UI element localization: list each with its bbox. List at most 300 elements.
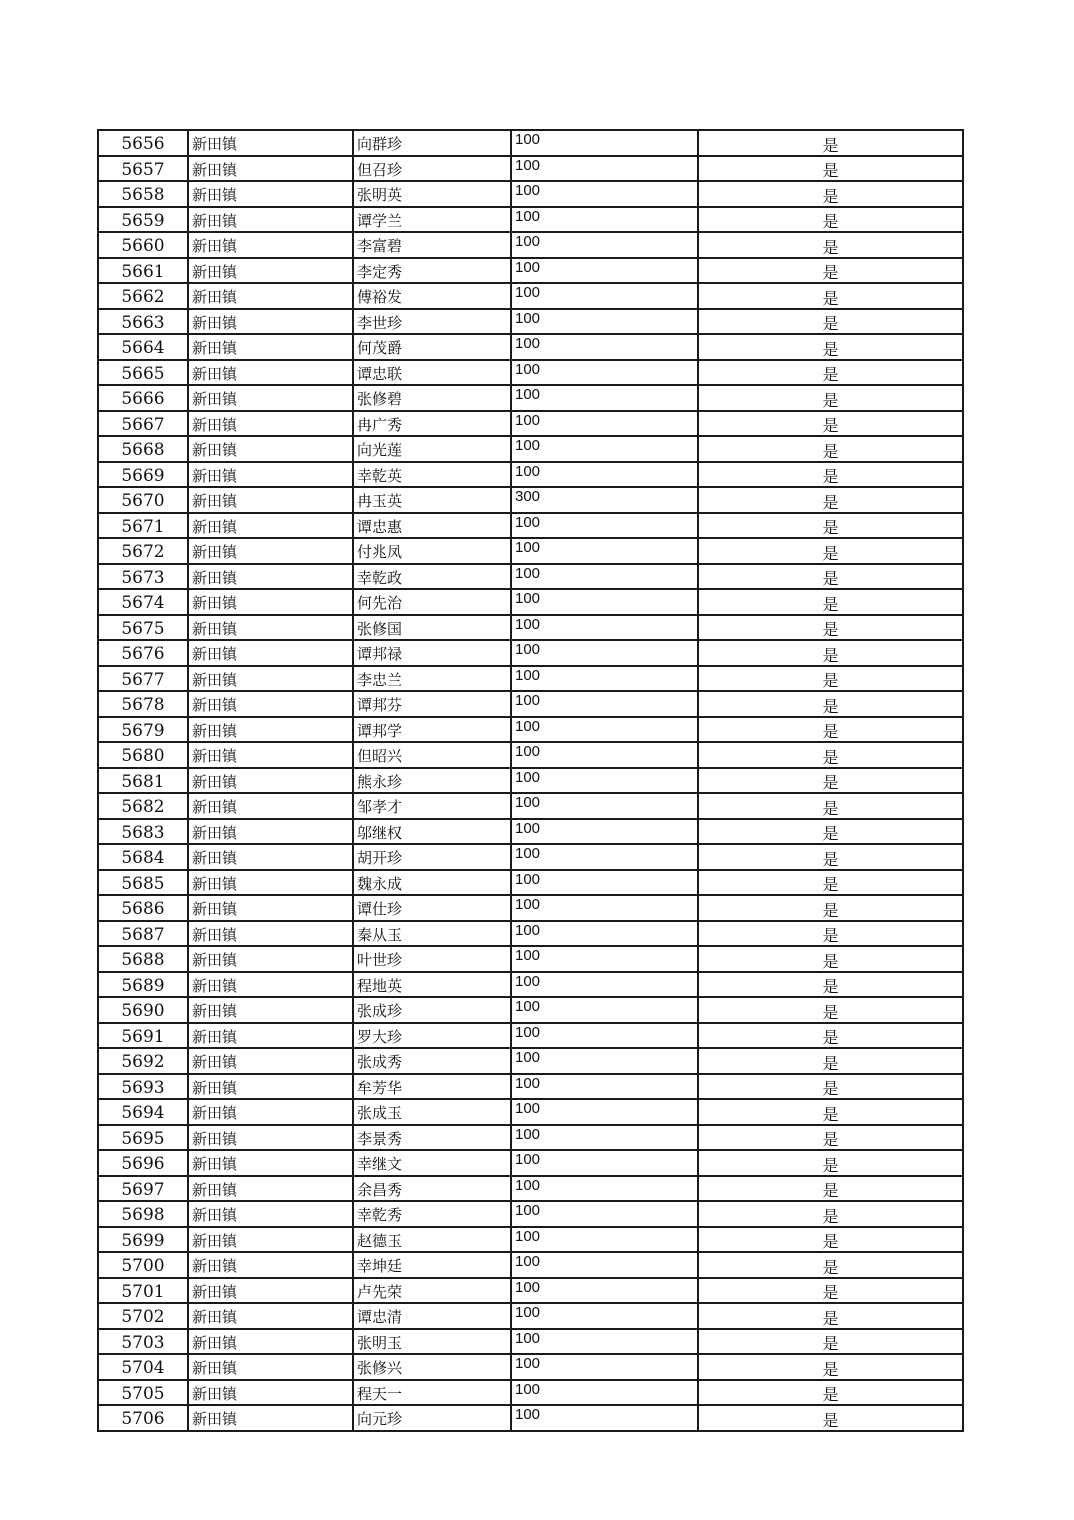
cell-serial-number: 5700 <box>98 1252 188 1278</box>
cell-name: 冉玉英 <box>353 487 511 513</box>
cell-amount: 100 <box>511 334 698 360</box>
cell-serial-number: 5703 <box>98 1329 188 1355</box>
cell-name: 罗大珍 <box>353 1023 511 1049</box>
cell-name: 叶世珍 <box>353 946 511 972</box>
table-row <box>98 258 963 284</box>
cell-amount: 100 <box>511 360 698 386</box>
table-row <box>98 921 963 947</box>
cell-amount: 100 <box>511 309 698 335</box>
cell-town: 新田镇 <box>188 589 353 615</box>
cell-town: 新田镇 <box>188 1125 353 1151</box>
table-row <box>98 1303 963 1329</box>
cell-name: 李富碧 <box>353 232 511 258</box>
cell-town: 新田镇 <box>188 691 353 717</box>
cell-flag: 是 <box>698 1227 963 1253</box>
cell-town: 新田镇 <box>188 1099 353 1125</box>
cell-serial-number: 5684 <box>98 844 188 870</box>
cell-town: 新田镇 <box>188 564 353 590</box>
cell-flag: 是 <box>698 130 963 156</box>
cell-town: 新田镇 <box>188 666 353 692</box>
cell-flag: 是 <box>698 334 963 360</box>
table-row <box>98 1405 963 1431</box>
cell-amount: 100 <box>511 538 698 564</box>
table-row <box>98 513 963 539</box>
cell-flag: 是 <box>698 1405 963 1431</box>
cell-town: 新田镇 <box>188 640 353 666</box>
cell-town: 新田镇 <box>188 207 353 233</box>
cell-name: 幸乾英 <box>353 462 511 488</box>
cell-flag: 是 <box>698 1278 963 1304</box>
cell-amount: 100 <box>511 462 698 488</box>
cell-town: 新田镇 <box>188 360 353 386</box>
cell-name: 赵德玉 <box>353 1227 511 1253</box>
cell-name: 但昭兴 <box>353 742 511 768</box>
cell-town: 新田镇 <box>188 1303 353 1329</box>
cell-amount: 100 <box>511 564 698 590</box>
cell-amount: 100 <box>511 1303 698 1329</box>
cell-serial-number: 5701 <box>98 1278 188 1304</box>
cell-serial-number: 5683 <box>98 819 188 845</box>
cell-town: 新田镇 <box>188 283 353 309</box>
cell-flag: 是 <box>698 742 963 768</box>
cell-flag: 是 <box>698 1201 963 1227</box>
cell-name: 李景秀 <box>353 1125 511 1151</box>
cell-serial-number: 5673 <box>98 564 188 590</box>
table-row <box>98 1074 963 1100</box>
cell-name: 幸乾秀 <box>353 1201 511 1227</box>
cell-flag: 是 <box>698 844 963 870</box>
cell-flag: 是 <box>698 946 963 972</box>
table-row <box>98 385 963 411</box>
cell-name: 幸坤廷 <box>353 1252 511 1278</box>
table-row <box>98 334 963 360</box>
cell-amount: 100 <box>511 793 698 819</box>
cell-town: 新田镇 <box>188 487 353 513</box>
cell-serial-number: 5661 <box>98 258 188 284</box>
table-row <box>98 130 963 156</box>
cell-name: 张修碧 <box>353 385 511 411</box>
cell-serial-number: 5688 <box>98 946 188 972</box>
table-row <box>98 870 963 896</box>
table-row <box>98 589 963 615</box>
cell-town: 新田镇 <box>188 1023 353 1049</box>
cell-town: 新田镇 <box>188 334 353 360</box>
table-body <box>98 130 963 1431</box>
cell-flag: 是 <box>698 309 963 335</box>
cell-town: 新田镇 <box>188 436 353 462</box>
cell-town: 新田镇 <box>188 513 353 539</box>
cell-town: 新田镇 <box>188 1405 353 1431</box>
table-row <box>98 844 963 870</box>
table-row <box>98 156 963 182</box>
cell-town: 新田镇 <box>188 1252 353 1278</box>
cell-amount: 100 <box>511 640 698 666</box>
cell-amount: 100 <box>511 232 698 258</box>
cell-name: 胡开珍 <box>353 844 511 870</box>
cell-name: 何先治 <box>353 589 511 615</box>
cell-town: 新田镇 <box>188 181 353 207</box>
table-row <box>98 538 963 564</box>
cell-serial-number: 5704 <box>98 1354 188 1380</box>
table-row <box>98 181 963 207</box>
cell-serial-number: 5656 <box>98 130 188 156</box>
cell-town: 新田镇 <box>188 462 353 488</box>
cell-amount: 100 <box>511 156 698 182</box>
cell-flag: 是 <box>698 232 963 258</box>
table-row <box>98 1227 963 1253</box>
cell-serial-number: 5702 <box>98 1303 188 1329</box>
table-row <box>98 1176 963 1202</box>
cell-town: 新田镇 <box>188 972 353 998</box>
cell-amount: 100 <box>511 742 698 768</box>
table-row <box>98 946 963 972</box>
cell-serial-number: 5698 <box>98 1201 188 1227</box>
cell-town: 新田镇 <box>188 1074 353 1100</box>
cell-town: 新田镇 <box>188 1201 353 1227</box>
cell-serial-number: 5694 <box>98 1099 188 1125</box>
table-row <box>98 615 963 641</box>
table-row <box>98 997 963 1023</box>
cell-amount: 100 <box>511 1354 698 1380</box>
cell-flag: 是 <box>698 411 963 437</box>
cell-amount: 100 <box>511 385 698 411</box>
cell-flag: 是 <box>698 1048 963 1074</box>
table-row <box>98 1125 963 1151</box>
cell-name: 牟芳华 <box>353 1074 511 1100</box>
cell-amount: 100 <box>511 768 698 794</box>
table-row <box>98 768 963 794</box>
cell-flag: 是 <box>698 615 963 641</box>
table-row <box>98 1023 963 1049</box>
cell-name: 向元珍 <box>353 1405 511 1431</box>
cell-town: 新田镇 <box>188 844 353 870</box>
cell-name: 张修国 <box>353 615 511 641</box>
cell-serial-number: 5662 <box>98 283 188 309</box>
table-row <box>98 1329 963 1355</box>
table-row <box>98 1201 963 1227</box>
cell-town: 新田镇 <box>188 1150 353 1176</box>
cell-name: 魏永成 <box>353 870 511 896</box>
cell-amount: 100 <box>511 436 698 462</box>
cell-name: 邬继权 <box>353 819 511 845</box>
cell-amount: 100 <box>511 717 698 743</box>
table-row <box>98 742 963 768</box>
cell-name: 张明玉 <box>353 1329 511 1355</box>
table-row <box>98 207 963 233</box>
cell-amount: 100 <box>511 1150 698 1176</box>
cell-amount: 100 <box>511 207 698 233</box>
cell-town: 新田镇 <box>188 130 353 156</box>
cell-amount: 100 <box>511 411 698 437</box>
table-row <box>98 1380 963 1406</box>
cell-flag: 是 <box>698 258 963 284</box>
cell-flag: 是 <box>698 360 963 386</box>
cell-name: 熊永珍 <box>353 768 511 794</box>
cell-name: 程地英 <box>353 972 511 998</box>
cell-flag: 是 <box>698 1176 963 1202</box>
table-row <box>98 309 963 335</box>
cell-amount: 100 <box>511 666 698 692</box>
cell-serial-number: 5668 <box>98 436 188 462</box>
cell-amount: 100 <box>511 589 698 615</box>
table-row <box>98 1150 963 1176</box>
cell-name: 向群珍 <box>353 130 511 156</box>
table-row <box>98 640 963 666</box>
cell-amount: 100 <box>511 844 698 870</box>
cell-town: 新田镇 <box>188 895 353 921</box>
cell-serial-number: 5671 <box>98 513 188 539</box>
cell-town: 新田镇 <box>188 997 353 1023</box>
cell-name: 向光莲 <box>353 436 511 462</box>
cell-serial-number: 5677 <box>98 666 188 692</box>
cell-name: 谭忠惠 <box>353 513 511 539</box>
cell-flag: 是 <box>698 589 963 615</box>
cell-serial-number: 5664 <box>98 334 188 360</box>
table-row <box>98 436 963 462</box>
cell-town: 新田镇 <box>188 742 353 768</box>
table-row <box>98 462 963 488</box>
table-row <box>98 1354 963 1380</box>
cell-amount: 100 <box>511 870 698 896</box>
cell-serial-number: 5682 <box>98 793 188 819</box>
table-row <box>98 819 963 845</box>
cell-flag: 是 <box>698 1380 963 1406</box>
table-row <box>98 1278 963 1304</box>
table-row <box>98 360 963 386</box>
cell-serial-number: 5659 <box>98 207 188 233</box>
cell-amount: 100 <box>511 1252 698 1278</box>
cell-name: 谭忠清 <box>353 1303 511 1329</box>
cell-town: 新田镇 <box>188 1176 353 1202</box>
table-row <box>98 487 963 513</box>
cell-amount: 100 <box>511 258 698 284</box>
cell-flag: 是 <box>698 564 963 590</box>
cell-flag: 是 <box>698 156 963 182</box>
cell-flag: 是 <box>698 1074 963 1100</box>
cell-serial-number: 5697 <box>98 1176 188 1202</box>
cell-town: 新田镇 <box>188 258 353 284</box>
cell-serial-number: 5669 <box>98 462 188 488</box>
table-row <box>98 666 963 692</box>
cell-serial-number: 5663 <box>98 309 188 335</box>
cell-flag: 是 <box>698 793 963 819</box>
cell-flag: 是 <box>698 1354 963 1380</box>
cell-amount: 100 <box>511 615 698 641</box>
cell-flag: 是 <box>698 1099 963 1125</box>
cell-amount: 100 <box>511 1380 698 1406</box>
cell-name: 谭邦芬 <box>353 691 511 717</box>
cell-name: 谭仕珍 <box>353 895 511 921</box>
cell-flag: 是 <box>698 895 963 921</box>
cell-name: 幸乾政 <box>353 564 511 590</box>
cell-town: 新田镇 <box>188 946 353 972</box>
cell-flag: 是 <box>698 768 963 794</box>
cell-amount: 100 <box>511 1125 698 1151</box>
table-row <box>98 1048 963 1074</box>
cell-town: 新田镇 <box>188 1380 353 1406</box>
cell-name: 余昌秀 <box>353 1176 511 1202</box>
cell-serial-number: 5678 <box>98 691 188 717</box>
cell-town: 新田镇 <box>188 1329 353 1355</box>
cell-serial-number: 5658 <box>98 181 188 207</box>
cell-serial-number: 5676 <box>98 640 188 666</box>
cell-town: 新田镇 <box>188 385 353 411</box>
cell-town: 新田镇 <box>188 1048 353 1074</box>
table-row <box>98 691 963 717</box>
cell-flag: 是 <box>698 691 963 717</box>
table-row <box>98 972 963 998</box>
cell-town: 新田镇 <box>188 232 353 258</box>
cell-serial-number: 5685 <box>98 870 188 896</box>
cell-serial-number: 5665 <box>98 360 188 386</box>
cell-amount: 100 <box>511 1329 698 1355</box>
cell-name: 但召珍 <box>353 156 511 182</box>
cell-serial-number: 5691 <box>98 1023 188 1049</box>
cell-town: 新田镇 <box>188 309 353 335</box>
cell-name: 谭学兰 <box>353 207 511 233</box>
cell-serial-number: 5689 <box>98 972 188 998</box>
cell-flag: 是 <box>698 436 963 462</box>
cell-town: 新田镇 <box>188 819 353 845</box>
cell-serial-number: 5692 <box>98 1048 188 1074</box>
cell-serial-number: 5666 <box>98 385 188 411</box>
cell-serial-number: 5696 <box>98 1150 188 1176</box>
cell-flag: 是 <box>698 819 963 845</box>
cell-flag: 是 <box>698 717 963 743</box>
cell-serial-number: 5657 <box>98 156 188 182</box>
cell-amount: 100 <box>511 895 698 921</box>
cell-flag: 是 <box>698 283 963 309</box>
cell-name: 傅裕发 <box>353 283 511 309</box>
cell-serial-number: 5675 <box>98 615 188 641</box>
cell-name: 谭邦学 <box>353 717 511 743</box>
cell-serial-number: 5670 <box>98 487 188 513</box>
cell-serial-number: 5686 <box>98 895 188 921</box>
cell-flag: 是 <box>698 538 963 564</box>
cell-serial-number: 5687 <box>98 921 188 947</box>
data-table <box>97 129 964 1432</box>
cell-town: 新田镇 <box>188 411 353 437</box>
cell-amount: 100 <box>511 1176 698 1202</box>
cell-flag: 是 <box>698 666 963 692</box>
cell-amount: 100 <box>511 1023 698 1049</box>
cell-name: 幸继文 <box>353 1150 511 1176</box>
cell-amount: 300 <box>511 487 698 513</box>
cell-amount: 100 <box>511 283 698 309</box>
cell-name: 张成珍 <box>353 997 511 1023</box>
cell-amount: 100 <box>511 1227 698 1253</box>
cell-flag: 是 <box>698 1023 963 1049</box>
cell-name: 张修兴 <box>353 1354 511 1380</box>
cell-amount: 100 <box>511 921 698 947</box>
cell-name: 冉广秀 <box>353 411 511 437</box>
cell-town: 新田镇 <box>188 615 353 641</box>
cell-town: 新田镇 <box>188 793 353 819</box>
cell-flag: 是 <box>698 487 963 513</box>
cell-town: 新田镇 <box>188 1227 353 1253</box>
cell-serial-number: 5674 <box>98 589 188 615</box>
table-row <box>98 895 963 921</box>
cell-flag: 是 <box>698 972 963 998</box>
cell-flag: 是 <box>698 870 963 896</box>
cell-town: 新田镇 <box>188 1354 353 1380</box>
cell-amount: 100 <box>511 946 698 972</box>
cell-name: 程天一 <box>353 1380 511 1406</box>
table-row <box>98 1099 963 1125</box>
cell-flag: 是 <box>698 181 963 207</box>
table-row <box>98 283 963 309</box>
cell-name: 李忠兰 <box>353 666 511 692</box>
cell-name: 张成玉 <box>353 1099 511 1125</box>
table-row <box>98 717 963 743</box>
cell-town: 新田镇 <box>188 870 353 896</box>
cell-name: 谭邦禄 <box>353 640 511 666</box>
cell-amount: 100 <box>511 691 698 717</box>
cell-name: 何茂爵 <box>353 334 511 360</box>
cell-amount: 100 <box>511 1405 698 1431</box>
cell-flag: 是 <box>698 1329 963 1355</box>
cell-serial-number: 5706 <box>98 1405 188 1431</box>
cell-serial-number: 5693 <box>98 1074 188 1100</box>
cell-serial-number: 5667 <box>98 411 188 437</box>
cell-name: 付兆凤 <box>353 538 511 564</box>
cell-flag: 是 <box>698 997 963 1023</box>
cell-serial-number: 5681 <box>98 768 188 794</box>
cell-serial-number: 5690 <box>98 997 188 1023</box>
cell-name: 张明英 <box>353 181 511 207</box>
cell-name: 邹孝才 <box>353 793 511 819</box>
cell-town: 新田镇 <box>188 717 353 743</box>
cell-flag: 是 <box>698 1125 963 1151</box>
cell-amount: 100 <box>511 1099 698 1125</box>
cell-serial-number: 5695 <box>98 1125 188 1151</box>
cell-amount: 100 <box>511 997 698 1023</box>
cell-serial-number: 5660 <box>98 232 188 258</box>
cell-name: 秦从玉 <box>353 921 511 947</box>
cell-town: 新田镇 <box>188 768 353 794</box>
cell-serial-number: 5680 <box>98 742 188 768</box>
cell-amount: 100 <box>511 972 698 998</box>
table-row <box>98 1252 963 1278</box>
cell-flag: 是 <box>698 640 963 666</box>
cell-flag: 是 <box>698 921 963 947</box>
cell-amount: 100 <box>511 1074 698 1100</box>
cell-flag: 是 <box>698 207 963 233</box>
cell-flag: 是 <box>698 1150 963 1176</box>
cell-name: 谭忠联 <box>353 360 511 386</box>
table-row <box>98 564 963 590</box>
cell-name: 李定秀 <box>353 258 511 284</box>
cell-flag: 是 <box>698 1252 963 1278</box>
cell-name: 卢先荣 <box>353 1278 511 1304</box>
cell-amount: 100 <box>511 819 698 845</box>
table-row <box>98 411 963 437</box>
cell-flag: 是 <box>698 462 963 488</box>
cell-name: 李世珍 <box>353 309 511 335</box>
table-row <box>98 793 963 819</box>
cell-amount: 100 <box>511 1048 698 1074</box>
cell-serial-number: 5705 <box>98 1380 188 1406</box>
cell-flag: 是 <box>698 385 963 411</box>
cell-serial-number: 5679 <box>98 717 188 743</box>
cell-amount: 100 <box>511 181 698 207</box>
table-row <box>98 232 963 258</box>
cell-amount: 100 <box>511 513 698 539</box>
cell-flag: 是 <box>698 513 963 539</box>
cell-town: 新田镇 <box>188 1278 353 1304</box>
cell-amount: 100 <box>511 130 698 156</box>
cell-amount: 100 <box>511 1201 698 1227</box>
